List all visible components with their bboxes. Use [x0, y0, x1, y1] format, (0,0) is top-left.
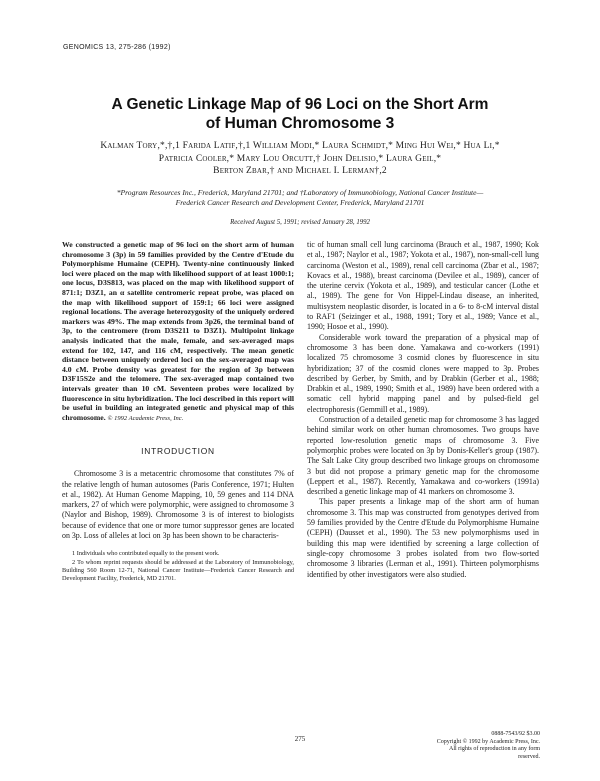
- received-date: Received August 5, 1991; revised January 28, 1992: [230, 219, 370, 226]
- title-line-2: of Human Chromosome 3: [205, 115, 395, 132]
- author-list: [70, 140, 530, 178]
- right-paragraph-3: Construction of a detailed genetic map for chromosome 3 has lagged behind similar work on other human chromosomes. Two groups have reported low-resolution genetic maps of chromosome 3. Five polymorphic probes were located on 3p by Donis-Keller's group (1987). The Salt Lake City group described two linkage groups on chromosome 3 but did not propose a primary genetic map for the chromosome (Leppert et al., 1987). Recently, Yamakawa and co-workers (1991a) described a genetic linkage map of 41 markers on chromosome 3.: [307, 415, 539, 497]
- right-paragraph-2: Considerable work toward the preparation of a physical map of chromosome 3 has been done. Yamakawa and co-workers (1991) localized 75 chromosome 3 cosmid clones by fluorescence in situ hybridization; 37 of the cosmid clones were mapped to 3p. Probes described by Gerber, by Smith, and by Drabkin (Gerber et al., 1988; Drabkin et al., 1989, 1990; Smith et al., 1989) have been ordered with a somatic cell hybrid mapping panel and by pulsed-field gel electrophoresis (Gemmill et al., 1989).: [307, 332, 539, 414]
- footnote-2: 2 To whom reprint requests should be addressed at the Laboratory of Immunobiology, Building 560 Room 12-71, National Cancer Institute—Frederick Cancer Research and Development Facility, Frederick, MD 21701.: [62, 558, 294, 582]
- right-paragraph-1: tic of human small cell lung carcinoma (Brauch et al., 1987, 1990; Kok et al., 1987; Naylor et al., 1987; Yokota et al., 1987), non-small-cell lung carcinoma (Weston et al., 1989), renal cell carcinoma (Zbar et al., 1987; Kovacs et al., 1988), breast carcinoma (Devilee et al., 1989), cancer of the uterine cervix (Yokota et al., 1989), and testicular cancer (Lothe et al., 1989). The gene for Von Hippel-Lindau disease, an inherited, multisystem neoplastic disorder, is located in a 6- to 8-cM interval distal to RAF1 (Seizinger et al., 1988, 1991; Tory et al., 1989; Vance et al., 1990; Hosoe et al., 1990).: [307, 240, 539, 332]
- publisher-info: [430, 731, 540, 761]
- footnotes: [62, 550, 294, 583]
- affiliation-line-1: *Program Resources Inc., Frederick, Maryland 21701; and †Laboratory of Immunobiology, National Cancer Institute—: [116, 188, 484, 197]
- affiliations: [70, 188, 530, 208]
- page-number: 275: [294, 735, 306, 743]
- introduction-heading: INTRODUCTION: [141, 446, 215, 457]
- article-title: [60, 95, 540, 133]
- copyright-line-1: Copyright © 1992 by Academic Press, Inc.: [436, 738, 540, 745]
- footnote-1: 1 Individuals who contributed equally to the present work.: [72, 550, 220, 558]
- title-line-1: A Genetic Linkage Map of 96 Loci on the Short Arm: [111, 96, 489, 113]
- journal-citation: GENOMICS 13, 275-286 (1992): [63, 44, 171, 51]
- abstract-text: We constructed a genetic map of 96 loci on the short arm of human chromosome 3 (3p) in 59 families provided by the Centre d'Etude du Polymorphisme Humaine (CEPH). Twenty-nine continuously linked loci were placed on the map with likelihood support of at least 1000:1; one locus, D3S813, was placed on the map with likelihood support of 871:1; D3Z1, an α satellite centromeric repeat probe, was placed on the map with likelihood support of 159:1; 66 loci were assigned regional locations. The average heterozygosity of the uniquely ordered markers was 49%. The map extends from 3p26, the terminal band of 3p, to the centromere (from D3S211 to D3Z1). Multipoint linkage analysis indicated that the male, female, and sex-averaged maps extend for 102, 147, and 116 cM, respectively. The mean genetic distance between uniquely ordered loci on the sex-averaged map was 4.0 cM. Probe density was greatest for the region of 3p between D3F15S2e and the telomere. The sex-averaged map contained two intervals greater than 10 cM. Seventeen probes were localized by fluorescence in situ hybridization. The loci described in this report will be useful in building an integrated genetic and physical map of this chromosome.: [62, 240, 294, 422]
- abstract: [62, 240, 294, 423]
- left-column: [62, 240, 294, 583]
- right-paragraph-4: This paper presents a linkage map of the short arm of human chromosome 3. This map was constructed from genotypes derived from 59 families provided by the Centre d'Etude du Polymorphisme Humaine (CEPH) (Dausset et al., 1990). The 53 new polymorphisms used in building this map were identified by screening a large collection of single-copy chromosome 3 probes isolated from two flow-sorted chromosome 3 libraries (Lerman et al., 1991). Thirteen polymorphisms identified by other investigators were also studied.: [307, 497, 539, 579]
- right-column: [307, 240, 539, 580]
- copyright-line-2: All rights of reproduction in any form reserved.: [449, 746, 540, 760]
- authors-line-3: Berton Zbar,† and Michael I. Lerman†,2: [213, 166, 387, 176]
- authors-line-2: Patricia Cooler,* Mary Lou Orcutt,† John Delisio,* Laura Geil,*: [158, 153, 442, 164]
- introduction-paragraph-1: Chromosome 3 is a metacentric chromosome that constitutes 7% of the relative length of human autosomes (Paris Conference, 1971; Hulten et al., 1982). At Human Genome Mapping, 10, 59 genes and 114 DNA markers, 27 of which were polymorphic, were assigned to chromosome 3 (Naylor and Bishop, 1989). Chromosome 3 is of interest to biologists because of evidence that one or more tumor suppressor genes are located on 3p. Loss of alleles at loci on 3p has been shown to be characteris-: [62, 469, 294, 541]
- authors-line-1: Kalman Tory,*,†,1 Farida Latif,†,1 William Modi,* Laura Schmidt,* Ming Hui Wei,* Hua Li,*: [100, 141, 500, 151]
- abstract-copyright: © 1992 Academic Press, Inc.: [107, 414, 184, 422]
- affiliation-line-2: Frederick Cancer Research and Development Center, Frederick, Maryland 21701: [175, 198, 425, 207]
- issn-line: 0888-7543/92 $3.00: [491, 731, 540, 737]
